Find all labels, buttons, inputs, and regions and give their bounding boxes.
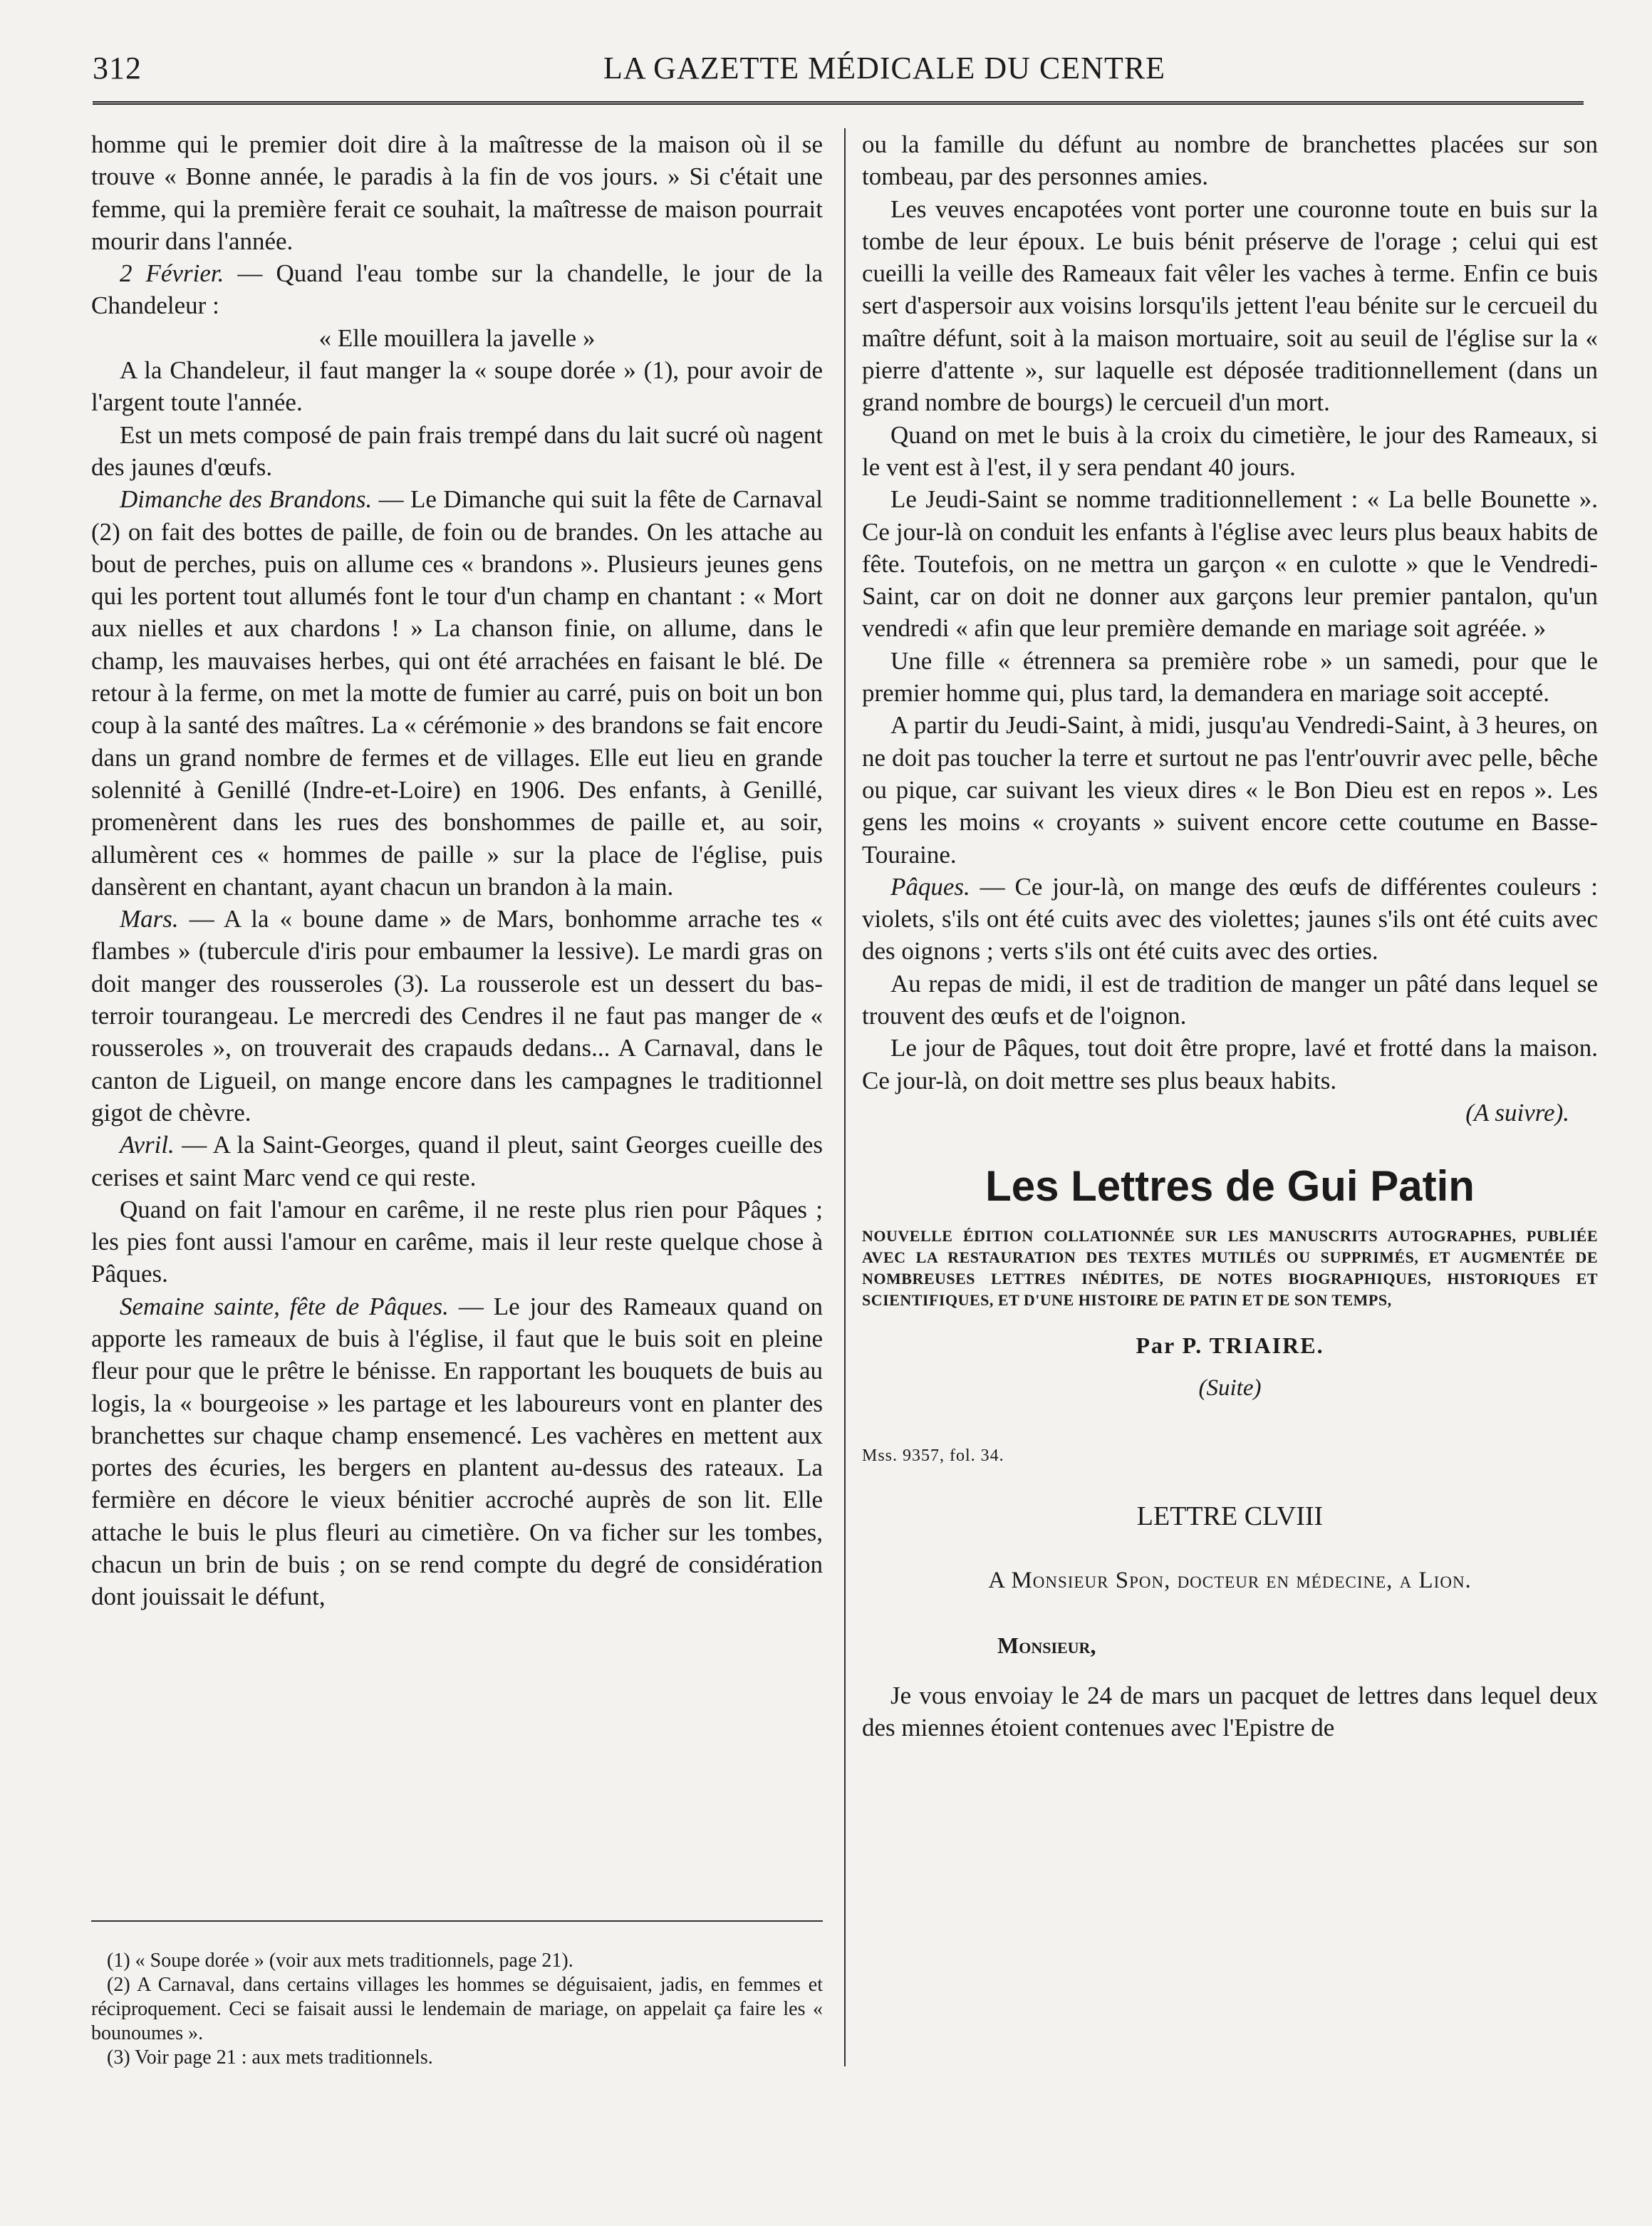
author-byline: Par P. TRIAIRE. <box>1136 1332 1324 1359</box>
paragraph <box>91 903 823 1129</box>
paragraph: Au repas de midi, il est de tradition de manger un pâté dans lequel se trouvent des œufs et de l'oignon. <box>862 969 1598 1030</box>
letter-heading: LETTRE CLVIII <box>1136 1501 1324 1532</box>
paragraph: homme qui le premier doit dire à la maîtresse de la maison où il se trouve « Bonne année, le paradis à la fin de vos jours. » Si c'était une femme, qui la première ferait ce souhait, la maîtresse de maison pourrait mourir dans l'année. <box>91 130 823 255</box>
letter-address: A Monsieur Spon, docteur en médecine, a Lion. <box>988 1568 1472 1594</box>
left-column <box>91 128 823 1613</box>
footnote-rule <box>91 1920 823 1922</box>
paragraph-text: — Le Dimanche qui suit la fête de Carnaval (2) on fait des bottes de paille, de foin ou de brandes. On les attache au bout de perches, puis on allume ces « brandons ». Plusieurs jeunes gens qui les portent tout allumés font le tour d'un champ en chantant : « Mort aux nielles et aux chardons ! » La chanson finie, on allume, dans le champ, les mauvaises herbes, qui ont été arrachées en faisant le blé. De retour à la ferme, on met la motte de fumier au carré, puis on boit un bon coup à la santé des maîtres. La « cérémonie » des brandons se fait encore dans un grand nombre de fermes et de villages. Elle eut lieu en grande solennité à Genillé (Indre-et-Loire) en 1906. Des enfants, à Genillé, promenèrent dans les rues des bonshommes de paille et, au soir, allumèrent ces « hommes de paille » sur la place de l'église, puis dansèrent en chantant, ayant chacun un brandon à la main. <box>91 485 824 901</box>
paragraph <box>91 1290 823 1613</box>
footnote-3: (3) Voir page 21 : aux mets traditionnels. <box>107 2046 433 2069</box>
paragraph <box>91 483 823 903</box>
paragraph: A partir du Jeudi-Saint, à midi, jusqu'au Vendredi-Saint, à 3 heures, on ne doit pas toucher la terre et surtout ne pas l'entr'ouvrir avec pelle, bêche ou pique, car suivant les vieux dires « le Bon Dieu est en repos ». Les gens les moins « croyants » suivent encore cette coutume en Basse-Touraine. <box>862 711 1598 869</box>
section-title: Les Lettres de Gui Patin <box>985 1162 1475 1211</box>
paragraph <box>91 1129 823 1194</box>
paragraph-text: — Quand l'eau tombe sur la chandelle, le jour de la Chandeleur : <box>91 259 823 320</box>
journal-title: LA GAZETTE MÉDICALE DU CENTRE <box>603 51 1166 86</box>
page-number: 312 <box>93 51 142 86</box>
date-label: Avril. <box>120 1131 175 1159</box>
to-be-continued: (A suivre). <box>1465 1098 1569 1127</box>
date-label: Dimanche des Brandons. <box>120 485 373 514</box>
continued-marker: (Suite) <box>1198 1375 1262 1401</box>
paragraph: Les veuves encapotées vont porter une couronne toute en buis sur la tombe de leur époux. Le buis bénit préserve de l'orage ; celui qui est cueilli la veille des Rameaux fait vêler les vaches à terme. Enfin ce buis sert d'aspersoir aux voisins lorsqu'ils jettent l'eau bénite sur le cercueil du maître défunt, soit à la maison mortuaire, soit au seuil de l'église sur la « pierre d'attente », sur laquelle est déposée traditionnellement (dans un grand nombre de bourgs) le cercueil d'un mort. <box>862 195 1598 417</box>
footnote-2: (2) A Carnaval, dans certains villages les hommes se déguisaient, jadis, en femmes et réciproquement. Ceci se faisait aussi le lendemain de mariage, on appelait ça faire les « bounoumes ». <box>91 1974 823 2044</box>
date-label: 2 Février. <box>120 259 224 288</box>
date-label: Mars. <box>120 905 179 933</box>
running-header <box>93 50 1584 93</box>
header-rule <box>93 101 1584 105</box>
column-divider <box>844 128 846 2066</box>
right-column <box>862 128 1598 1744</box>
paragraph <box>862 871 1598 968</box>
letter-paragraph: Je vous envoiay le 24 de mars un pacquet de lettres dans lequel deux des miennes étoient contenues avec l'Epistre de <box>862 1681 1598 1742</box>
footnotes <box>91 1949 823 2070</box>
date-label: Pâques. <box>890 872 970 901</box>
paragraph: Quand on fait l'amour en carême, il ne reste plus rien pour Pâques ; les pies font aussi l'amour en carême, mais il leur reste quelque chose à Pâques. <box>91 1195 823 1288</box>
footnote-1: (1) « Soupe dorée » (voir aux mets traditionnels, page 21). <box>107 1950 573 1972</box>
paragraph-text: — A la Saint-Georges, quand il pleut, saint Georges cueille des cerises et saint Marc vend ce qui reste. <box>91 1131 823 1191</box>
paragraph: Quand on met le buis à la croix du cimetière, le jour des Rameaux, si le vent est à l'est, il y sera pendant 40 jours. <box>862 420 1598 481</box>
paragraph-text: — Le jour des Rameaux quand on apporte les rameaux de buis à l'église, il faut que le buis soit en pleine fleur pour que le prêtre le bénisse. En rapportant les bouquets de buis au logis, la « bourgeoise » les partage et les laboureurs vont en planter des branchettes sur chaque champ ensemencé. Les vachères en mettent aux portes des écuries, les bergers en plantent au-dessus des rateaux. La fermière en décore le vieux bénitier accroché auprès de son lit. Elle attache le buis le plus fleuri au cimetière. On va ficher sur les tombes, chacun un brin de buis ; on se rend compte du degré de considération dont jouissait le défunt, <box>91 1292 824 1611</box>
paragraph: Est un mets composé de pain frais trempé dans du lait sucré où nagent des jaunes d'œufs. <box>91 420 823 481</box>
letter-salutation: Monsieur, <box>997 1632 1096 1658</box>
paragraph <box>91 257 823 322</box>
paragraph-text: — Ce jour-là, on mange des œufs de différentes couleurs : violets, s'ils ont été cuits avec des violettes; jaunes s'ils ont été cuits avec des oignons ; verts s'ils ont été cuits avec des orties. <box>862 872 1598 966</box>
date-label: Semaine sainte, fête de Pâques. <box>120 1292 449 1320</box>
proverb: « Elle mouillera la javelle » <box>318 323 596 352</box>
paragraph: ou la famille du défunt au nombre de branchettes placées sur son tombeau, par des personnes amies. <box>862 130 1598 191</box>
paragraph: A la Chandeleur, il faut manger la « soupe dorée » (1), pour avoir de l'argent toute l'année. <box>91 356 823 417</box>
paragraph: Le Jeudi-Saint se nomme traditionnellement : « La belle Bounette ». Ce jour-là on conduit les enfants à l'église avec leurs plus beaux habits de fête. Toutefois, on ne mettra un garçon « en culotte » que le Vendredi-Saint, car on doit ne donner aux garçons leur premier pantalon, qu'un vendredi « afin que leur première demande en mariage soit agréée. » <box>862 485 1598 643</box>
paragraph: Une fille « étrennera sa première robe » un samedi, pour que le premier homme qui, plus tard, la demandera en mariage soit accepté. <box>862 646 1598 708</box>
paragraph-text: — A la « boune dame » de Mars, bonhomme arrache tes « flambes » (tubercule d'iris pour embaumer la lessive). Le mardi gras on doit manger des rousseroles (3). La rousserole est un dessert du bas-terroir tourangeau. Le mercredi des Cendres il ne faut pas manger de « rousseroles », on trouverait des crapauds dedans... A Carnaval, dans le canton de Ligueil, on mange encore dans les campagnes le traditionnel gigot de chèvre. <box>91 905 823 1127</box>
manuscript-reference: Mss. 9357, fol. 34. <box>862 1446 1004 1465</box>
paragraph: Le jour de Pâques, tout doit être propre, lavé et frotté dans la maison. Ce jour-là, on doit mettre ses plus beaux habits. <box>862 1034 1598 1094</box>
section-subtitle: NOUVELLE ÉDITION COLLATIONNÉE SUR LES MANUSCRITS AUTOGRAPHES, PUBLIÉE AVEC LA RESTAURATION DES TEXTES MUTILÉS OU SUPPRIMÉS, ET AUGMENTÉE DE NOMBREUSES LETTRES INÉDITES, DE NOTES BIOGRAPHIQUES, HISTORIQUES ET SCIENTIFIQUES, ET D'UNE HISTOIRE DE PATIN ET DE SON TEMPS, <box>862 1227 1598 1310</box>
